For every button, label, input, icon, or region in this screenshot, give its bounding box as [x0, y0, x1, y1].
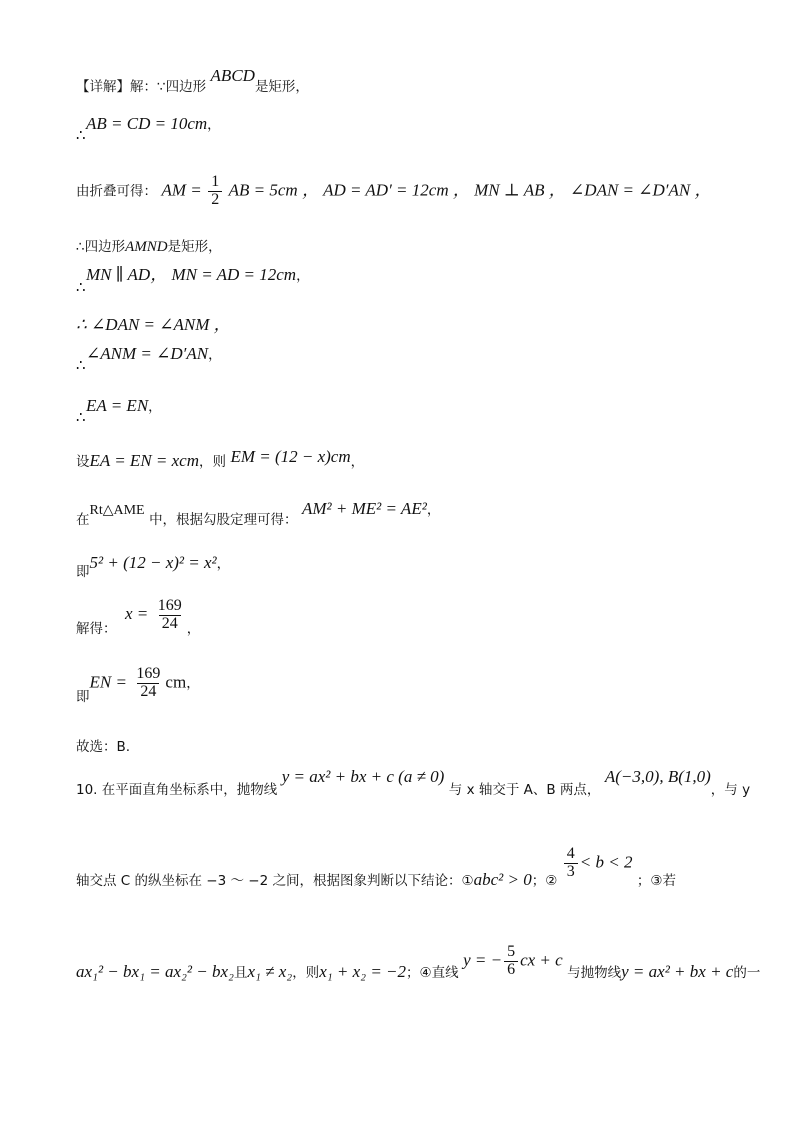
question-number: 10. 在平面直角坐标系中，抛物线 — [76, 782, 278, 798]
math-b-range: < b < 2 — [579, 852, 633, 872]
denominator: 24 — [159, 615, 181, 633]
text: 是矩形， — [167, 239, 222, 255]
text: ， — [296, 268, 310, 284]
text: 且 — [233, 965, 248, 982]
line-9 — [76, 447, 365, 470]
text: 即 — [76, 564, 90, 580]
math-sum: x₁ + x₂ = −2 — [319, 962, 407, 982]
math-ab-cd: AB = CD = 10cm — [86, 114, 208, 133]
text: ， — [186, 621, 201, 638]
math-mn-ad: MN ∥ AD， MN = AD = 12cm — [86, 265, 297, 284]
line-6 — [76, 316, 231, 333]
fraction-half — [208, 174, 222, 209]
line-13 — [76, 665, 200, 706]
text: ；④直线 — [406, 965, 459, 982]
answer-choice: 故选：B. — [76, 739, 131, 755]
text: ∴四边形 — [76, 239, 126, 255]
text: ， — [186, 675, 200, 692]
numerator: 4 — [566, 845, 575, 862]
line-4 — [76, 240, 222, 255]
therefore-symbol: ∴ — [76, 356, 86, 374]
text: 与 x 轴交于 A、B 两点， — [448, 782, 601, 798]
unit: cm — [165, 672, 187, 692]
therefore-symbol: ∴ — [76, 126, 86, 144]
line-11 — [76, 553, 231, 580]
text: 中，根据勾股定理可得： — [149, 512, 298, 528]
math-en-eq: EN = — [89, 672, 127, 692]
therefore-symbol: ∴ — [76, 408, 86, 426]
numerator: 5 — [507, 943, 516, 960]
line-3 — [76, 174, 711, 209]
text: ；③若 — [636, 873, 677, 890]
text: 设 — [76, 454, 90, 470]
denominator: 3 — [564, 863, 578, 881]
detail-bracket: 【详解】 — [76, 79, 130, 95]
math-abc2: abc² > 0 — [473, 870, 532, 890]
text: ， — [216, 556, 231, 572]
denominator: 2 — [208, 191, 222, 209]
text: ， — [208, 347, 222, 363]
fraction-5-6 — [504, 944, 518, 979]
math-amnd: AMND — [125, 239, 168, 255]
math-angle-anm: ∠ANM = ∠D′AN — [86, 344, 209, 363]
line-10 — [76, 499, 441, 528]
math-line-tail: cx + c — [520, 950, 563, 970]
math-pythagoras: AM² + ME² = AE² — [302, 499, 427, 518]
line-2 — [86, 115, 221, 133]
math-points-ab: A(−3,0), B(1,0) — [604, 767, 711, 786]
math-parabola: y = ax² + bx + c — [621, 962, 734, 982]
math-am: AM = — [161, 180, 202, 200]
line-12 — [76, 597, 201, 638]
denominator: 24 — [137, 683, 159, 701]
text: ∵四边形 — [157, 79, 207, 95]
math-parabola: y = ax² + bx + c (a ≠ 0) — [281, 767, 445, 786]
text: 在 — [76, 512, 90, 528]
fraction-169-24 — [133, 666, 163, 701]
math-angle-dan: ∴ ∠DAN = ∠ANM ， — [76, 315, 231, 334]
text: ，则 — [199, 454, 226, 470]
math-em: EM = (12 − x)cm — [230, 447, 351, 466]
text: ，则 — [292, 965, 320, 982]
text: 是矩形， — [254, 79, 309, 95]
text: ， — [207, 117, 221, 133]
math-ea-en: EA = EN — [86, 396, 149, 415]
math-let-x: EA = EN = xcm — [89, 451, 199, 470]
question-10-line-2 — [76, 845, 677, 890]
text: 的一 — [733, 965, 761, 982]
denominator: 6 — [504, 961, 518, 979]
math-line: y = − — [463, 950, 503, 970]
line-5 — [86, 266, 310, 284]
numerator: 169 — [157, 597, 182, 614]
therefore-symbol: ∴ — [76, 278, 86, 296]
solution-label: 解： — [130, 79, 157, 95]
numerator: 1 — [211, 173, 220, 190]
math-x-eq: x = — [124, 604, 149, 624]
text: ， — [426, 502, 441, 518]
numerator: 169 — [136, 665, 161, 682]
text: 与抛物线 — [567, 965, 622, 982]
line-1 — [76, 66, 309, 95]
line-7 — [86, 345, 222, 363]
question-10-line-3 — [76, 943, 761, 982]
math-ab-5cm: AB = 5cm — [228, 180, 298, 200]
math-condition: ax₁² − bx₁ = ax₂² − bx₂ — [76, 962, 234, 982]
question-10-line-1 — [76, 767, 751, 798]
text: 轴交点 C 的纵坐标在 −3 ～ −2 之间，根据图象判断以下结论：① — [76, 873, 474, 890]
text: ；② — [531, 873, 558, 890]
line-14 — [76, 740, 130, 755]
math-equation: 5² + (12 − x)² = x² — [89, 553, 217, 572]
math-abcd: ABCD — [210, 66, 255, 85]
fraction-169-24 — [155, 598, 185, 633]
line-8 — [86, 397, 162, 415]
text: ， — [148, 399, 162, 415]
fraction-4-3 — [564, 846, 578, 881]
text: ， — [350, 454, 365, 470]
text: 即 — [76, 689, 90, 706]
text: 解得： — [76, 621, 117, 638]
text: 由折叠可得： — [76, 183, 157, 200]
math-fold-equalities: ， AD = AD′ = 12cm ， MN ⊥ AB ， ∠DAN = ∠D′AN ， — [302, 180, 712, 200]
text: ，与 y — [710, 782, 751, 798]
math-x1-ne-x2: x₁ ≠ x₂ — [247, 962, 293, 982]
math-rt-triangle: Rt△AME — [89, 503, 145, 518]
